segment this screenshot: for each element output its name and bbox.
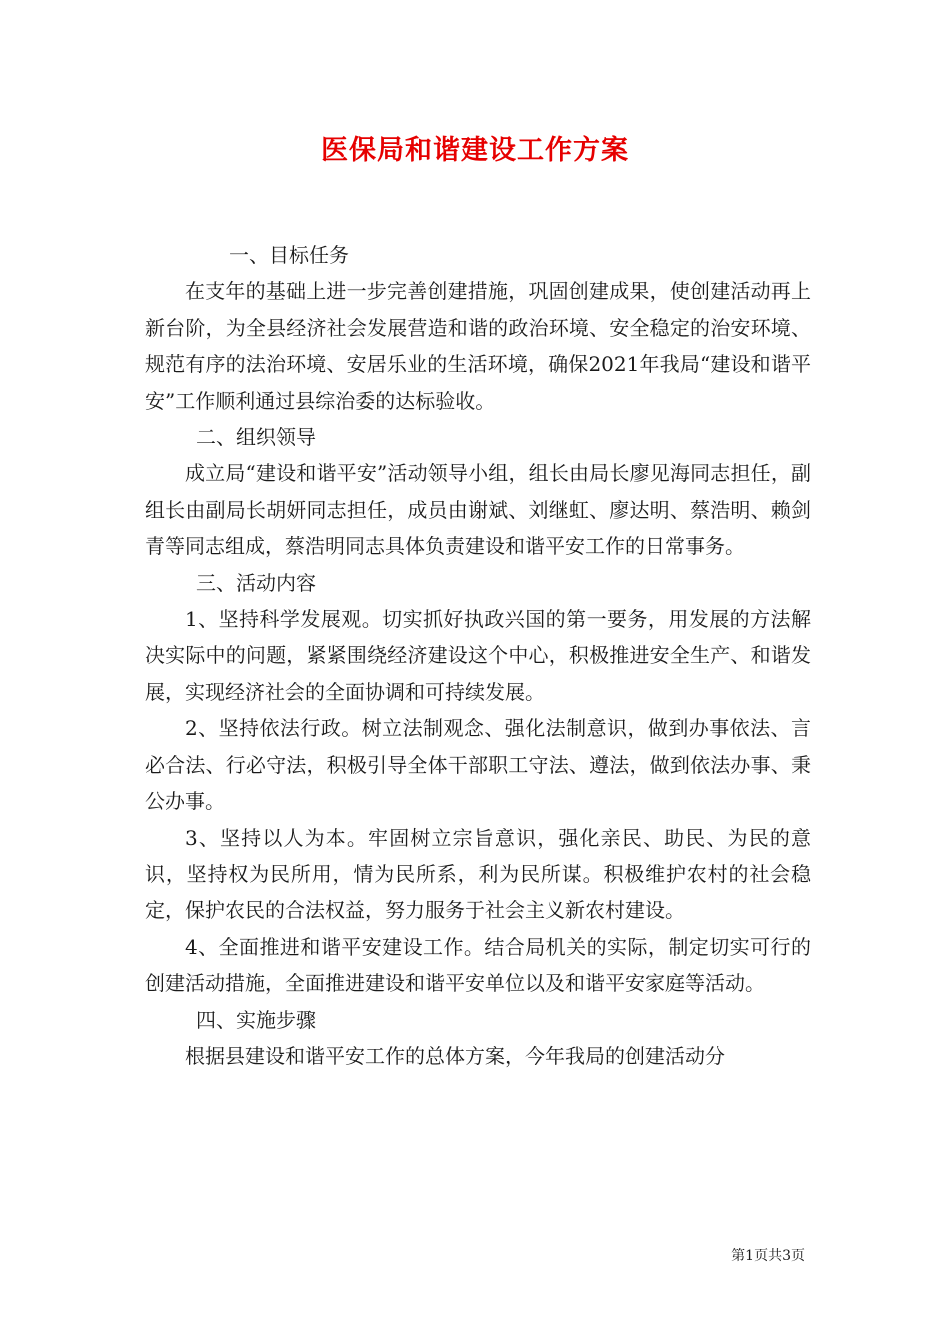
- document-body: [145, 237, 811, 1074]
- document-title: 医保局和谐建设工作方案: [321, 135, 629, 166]
- section-heading-activities: 三、活动内容: [196, 570, 316, 595]
- paragraph-steps: 根据县建设和谐平安工作的总体方案，今年我局的创建活动分: [185, 1043, 725, 1068]
- paragraph-leadership: 成立局“建设和谐平安”活动领导小组，组长由局长廖见海同志担任，副组长由副局长胡妍同志担任，成员由谢斌、刘继虹、廖达明、蔡浩明、赖剑青等同志组成，蔡浩明同志具体负责建设和谐平安工作的日常事务。: [145, 461, 811, 559]
- paragraph-activity-1: 1、坚持科学发展观。切实抓好执政兴国的第一要务，用发展的方法解决实际中的问题，紧紧围绕经济建设这个中心，积极推进安全生产、和谐发展，实现经济社会的全面协调和可持续发展。: [145, 607, 811, 704]
- paragraph-activity-4: 4、全面推进和谐平安建设工作。结合局机关的实际，制定切实可行的创建活动措施，全面推进建设和谐平安单位以及和谐平安家庭等活动。: [145, 934, 811, 996]
- section-heading-goals: 一、目标任务: [229, 243, 349, 267]
- section-heading-leadership: 二、组织领导: [196, 425, 316, 450]
- paragraph-activity-3: 3、坚持以人为本。牢固树立宗旨意识，强化亲民、助民、为民的意识，坚持权为民所用，情为民所系，利为民所谋。积极维护农村的社会稳定，保护农民的合法权益，努力服务于社会主义新农村建设。: [145, 825, 811, 923]
- paragraph-goals: 在支年的基础上进一步完善创建措施，巩固创建成果，使创建活动再上新台阶，为全县经济社会发展营造和谐的政治环境、安全稳定的治安环境、规范有序的法治环境、安居乐业的生活环境，确保2021年我局“建设和谐平安”工作顺利通过县综治委的达标验收。: [145, 279, 811, 413]
- paragraph-activity-2: 2、坚持依法行政。树立法制观念、强化法制意识，做到办事依法、言必合法、行必守法，积极引导全体干部职工守法、遵法，做到依法办事、秉公办事。: [145, 716, 811, 814]
- section-heading-steps: 四、实施步骤: [196, 1007, 316, 1032]
- page-number: 第1页共3页: [731, 1248, 805, 1264]
